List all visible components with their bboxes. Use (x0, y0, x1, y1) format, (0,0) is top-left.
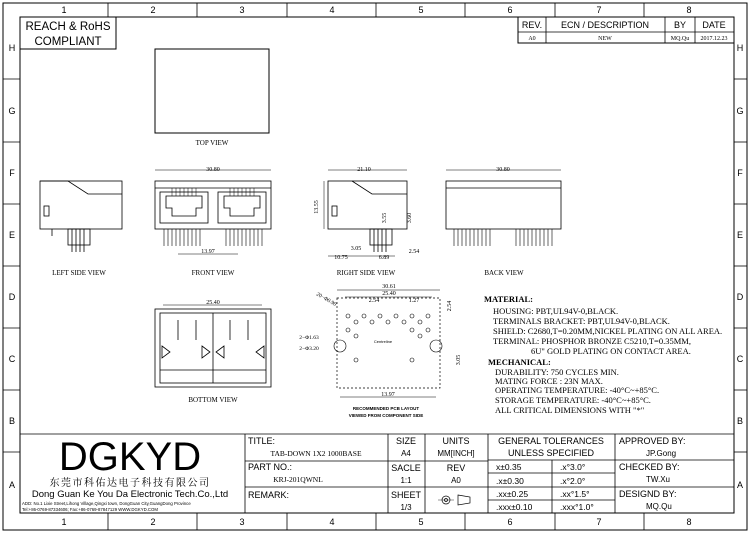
left-side-view (40, 181, 122, 277)
rev-cell-by: MQ.Qu (670, 36, 690, 42)
pcb-dim-2540: 25.40 (382, 291, 396, 297)
rev-value: A0 (451, 476, 461, 485)
bottom-dim-width: 25.40 (206, 300, 220, 306)
pcb-dim-3061: 30.61 (382, 284, 396, 290)
left-notch (44, 206, 49, 216)
rev-header-desc: ECN / DESCRIPTION (560, 20, 650, 30)
rev-header-by: BY (673, 20, 687, 30)
tolerance-angle: .xxx°1.0° (560, 502, 594, 512)
approved-value: JP.Gong (646, 449, 677, 458)
tolerance-angle: .x°2.0° (560, 476, 586, 486)
front-dim-pitch: 13.97 (201, 249, 215, 255)
sheet-value: 1/3 (400, 503, 412, 512)
tolerance-linear: x±0.35 (496, 462, 522, 472)
pcb-dim-305: 3.05 (456, 354, 462, 366)
col-label: 6 (507, 5, 513, 15)
rev-cell-desc: NEW (598, 36, 612, 42)
mechanical-line: DURABILITY: 750 CYCLES MIN. (495, 367, 619, 377)
compliance-line2: COMPLIANT (34, 36, 102, 48)
rev-cell-rev: A0 (528, 36, 536, 42)
material-line: HOUSING: PBT,UL94V-0,BLACK. (493, 306, 619, 316)
tolerance-linear: .x±0.30 (496, 476, 524, 486)
left-post (68, 229, 90, 245)
back-view (446, 167, 561, 277)
col-label: 2 (150, 517, 156, 527)
row-label: H (736, 43, 744, 53)
top-view-label: TOP VIEW (195, 139, 229, 147)
units-label: UNITS (442, 436, 470, 446)
units-value: MM[INCH] (437, 449, 475, 458)
col-label: 1 (61, 517, 67, 527)
col-label: 8 (686, 517, 692, 527)
company-address: ADD: No.1 Lixie Street,Lihong Village,Qingxi town, DongGuan City,GuangDong Province (22, 501, 191, 506)
col-label: 4 (329, 517, 335, 527)
row-label: F (9, 168, 15, 178)
top-view-outline (155, 49, 269, 133)
col-label: 3 (239, 5, 245, 15)
scale-value: 1:1 (400, 476, 412, 485)
row-label: G (736, 106, 744, 116)
partno-label: PART NO.: (248, 462, 293, 472)
title-block (248, 436, 686, 512)
right-dim-305: 3.05 (350, 246, 362, 252)
compliance-box (20, 17, 116, 49)
mechanical-line: OPERATING TEMPERATURE: -40°C~+85°C. (495, 385, 660, 395)
front-view-label: FRONT VIEW (191, 269, 235, 277)
company-name-en: Dong Guan Ke You Da Electronic Tech.Co.,Ltd (31, 489, 229, 500)
title-label: TITLE: (248, 436, 276, 446)
col-label: 2 (150, 5, 156, 15)
row-label: C (736, 354, 744, 364)
designed-value: MQ.Qu (646, 502, 672, 511)
bottom-view-label: BOTTOM VIEW (188, 396, 238, 404)
col-label: 3 (239, 517, 245, 527)
right-latch (352, 181, 407, 194)
company-name-cn: 东莞市科佑达电子科技有限公司 (49, 478, 211, 489)
pcb-dim-254a: 2.54 (368, 298, 380, 304)
pcb-dim-127: 1.27 (408, 298, 420, 304)
right-body (328, 181, 407, 229)
tolerance-title-1: GENERAL TOLERANCES (498, 436, 604, 446)
front-port-right-jack (224, 196, 260, 216)
pcb-caption-line2: VIEWED FROM COMPONENT SIDE (348, 413, 424, 418)
designed-label: DESIGND BY: (619, 489, 677, 499)
size-label: SIZE (395, 436, 417, 446)
mechanical-line: MATING FORCE : 23N MAX. (495, 376, 603, 386)
col-label: 4 (329, 5, 335, 15)
material-line: TERMINALS BRACKET: PBT,UL94V-0,BLACK. (493, 316, 670, 326)
back-view-label: BACK VIEW (484, 269, 524, 277)
remark-label: REMARK: (248, 490, 290, 500)
front-dim-width: 30.80 (206, 167, 220, 173)
tolerance-linear: .xx±0.25 (496, 489, 529, 499)
col-label: 5 (418, 517, 424, 527)
right-dim-height: 13.55 (314, 200, 320, 214)
row-label: B (736, 416, 744, 426)
front-port-left (160, 192, 208, 223)
pcb-dim-320: 2−Φ3.20 (299, 346, 319, 352)
checked-label: CHECKED BY: (619, 462, 680, 472)
rev-cell-date: 2017.12.23 (700, 36, 728, 42)
front-port-left-jack (166, 196, 202, 216)
left-body (40, 181, 122, 229)
right-dim-1075: 10.75 (334, 255, 348, 261)
row-label: G (8, 106, 16, 116)
material-line: TERMINAL: PHOSPHOR BRONZE C5210,T=0.35MM, (493, 336, 691, 346)
row-label: C (8, 354, 16, 364)
row-label: H (8, 43, 16, 53)
row-label: B (8, 416, 16, 426)
row-label: D (736, 292, 744, 302)
right-dim-360: 3.60 (407, 212, 413, 224)
row-label: E (8, 230, 16, 240)
pcb-caption-line1: RECOMMENDED PCB LAYOUT (352, 406, 420, 411)
revision-table (518, 17, 734, 43)
bottom-view (155, 300, 271, 404)
approved-label: APPROVED BY: (619, 436, 686, 446)
front-port-right (218, 192, 266, 223)
right-dim-width: 21.10 (357, 167, 371, 173)
title-value: TAB-DOWN 1X2 1000BASE (270, 449, 362, 458)
tolerance-linear: .xxx±0.10 (496, 502, 533, 512)
rev-header-rev: REV. (521, 20, 543, 30)
tolerance-angle: .xx°1.5° (560, 489, 590, 499)
row-label: A (8, 480, 16, 490)
material-line: 6U" GOLD PLATING ON CONTACT AREA. (531, 346, 691, 356)
rev-label: REV (446, 463, 466, 473)
right-side-view (314, 167, 419, 277)
top-view (155, 49, 269, 147)
material-title: MATERIAL: (484, 294, 533, 304)
projection-symbol (438, 495, 470, 505)
size-value: A4 (401, 449, 411, 458)
col-label: 6 (507, 517, 513, 527)
pcb-centreline: Centreline (373, 339, 393, 344)
notes (484, 294, 722, 415)
compliance-line1: REACH & RoHS (25, 21, 111, 33)
mechanical-line: STORAGE TEMPERATURE: -40°C~+85°C. (495, 395, 651, 405)
row-labels (8, 43, 743, 490)
right-dim-689: 6.89 (378, 255, 390, 261)
left-latch (40, 181, 122, 194)
mechanical-line: ALL CRITICAL DIMENSIONS WITH "*" (495, 405, 645, 415)
partno-value: KRJ-201QWNL (273, 475, 323, 484)
company-logo: DGKYD (58, 435, 202, 479)
scale-label: SACLE (391, 463, 421, 473)
company-block (22, 435, 228, 512)
pcb-dim-1397: 13.97 (381, 392, 395, 398)
right-side-view-label: RIGHT SIDE VIEW (336, 269, 396, 277)
right-dim-254: 2.54 (408, 249, 420, 255)
col-label: 7 (596, 517, 602, 527)
material-line: SHIELD: C2680,T=0.20MM,NICKEL PLATING ON ALL AREA. (493, 326, 723, 336)
tolerance-title-2: UNLESS SPECIFIED (507, 448, 595, 458)
pcb-layout (299, 284, 462, 418)
row-label: D (8, 292, 16, 302)
pcb-dim-angle: 20−Φ0.90 (315, 291, 338, 308)
checked-value: TW.Xu (646, 475, 671, 484)
row-label: F (737, 168, 743, 178)
tolerance-angle: .x°3.0° (560, 462, 586, 472)
rev-header-date: DATE (702, 20, 726, 30)
left-side-view-label: LEFT SIDE VIEW (52, 269, 106, 277)
col-label: 5 (418, 5, 424, 15)
pcb-dim-163: 2−Φ1.63 (299, 335, 319, 341)
pcb-dim-254b: 2.54 (447, 300, 453, 312)
col-label: 8 (686, 5, 692, 15)
front-view (155, 167, 271, 277)
right-dim-355: 3.55 (382, 212, 388, 224)
company-contact: Tel:+86-0769-87334606; Fax:+86-0769-87847129 WWW.DGKYD.COM (22, 507, 158, 512)
col-label: 1 (61, 5, 67, 15)
col-label: 7 (596, 5, 602, 15)
row-label: E (736, 230, 744, 240)
sheet-label: SHEET (390, 490, 422, 500)
back-dim-width: 30.80 (496, 167, 510, 173)
row-label: A (736, 480, 744, 490)
mechanical-title: MECHANICAL: (488, 357, 551, 367)
